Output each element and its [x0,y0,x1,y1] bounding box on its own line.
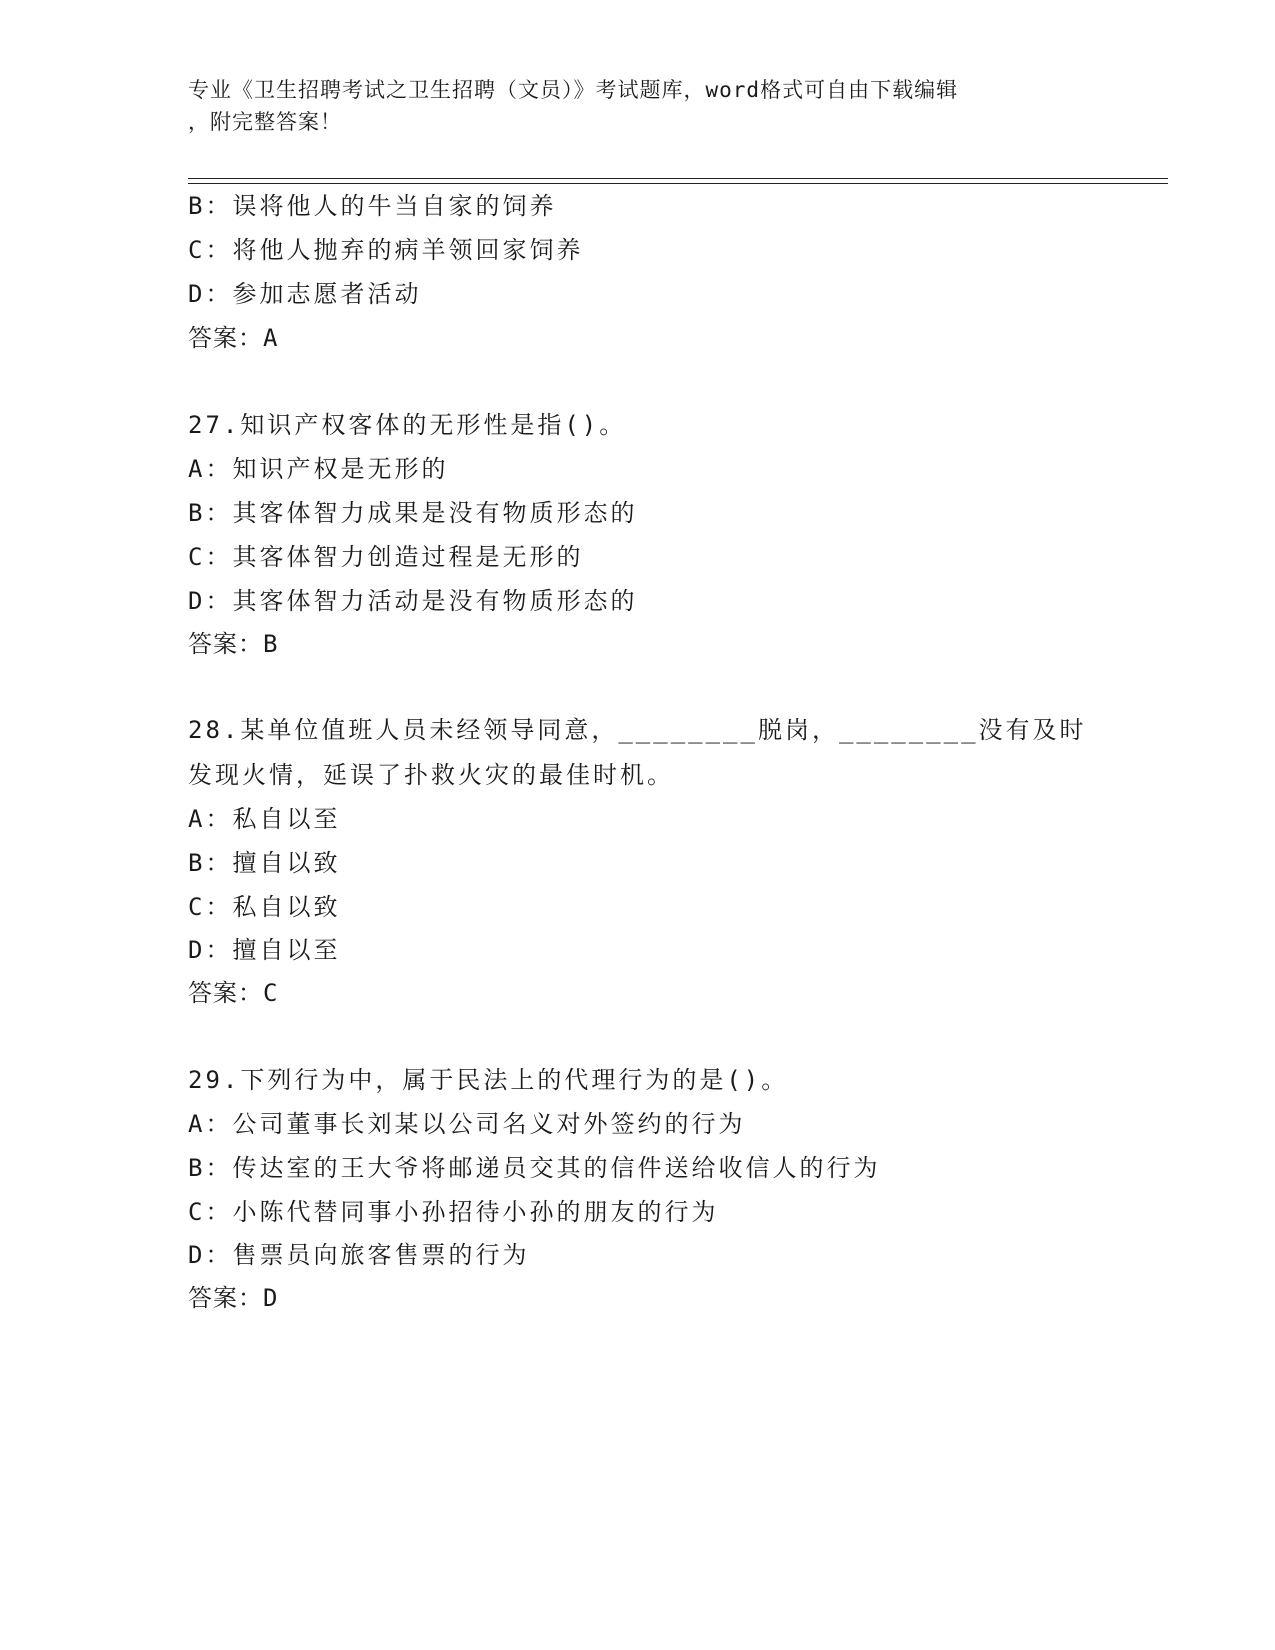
q28-option-c: C：私自以致 [188,893,341,921]
header-divider-bottom [188,183,1168,184]
q29-option-d: D：售票员向旅客售票的行为 [188,1241,530,1269]
q27-option-d: D：其客体智力活动是没有物质形态的 [188,587,638,615]
q29-answer: 答案：D [188,1284,279,1312]
prev-answer: 答案：A [188,324,279,352]
document-header [188,74,1088,138]
q28-answer: 答案：C [188,979,279,1007]
q28-option-a: A：私自以至 [188,805,341,833]
q27-option-b: B：其客体智力成果是没有物质形态的 [188,499,638,527]
prev-option-d: D：参加志愿者活动 [188,280,422,308]
q29-option-a: A：公司董事长刘某以公司名义对外签约的行为 [188,1110,746,1138]
header-line-1: 专业《卫生招聘考试之卫生招聘（文员）》考试题库，word格式可自由下载编辑 [188,78,959,102]
prev-option-b: B：误将他人的牛当自家的饲养 [188,192,557,220]
q28-stem-line-1: 28.某单位值班人员未经领导同意，________脱岗，________没有及时 [188,716,1087,744]
q28-option-d: D：擅自以至 [188,936,341,964]
q28-stem-line-2: 发现火情，延误了扑救火灾的最佳时机。 [188,761,674,789]
q29-stem: 29.下列行为中，属于民法上的代理行为的是()。 [188,1066,789,1094]
q28-option-b: B：擅自以致 [188,849,341,877]
q29-option-c: C：小陈代替同事小孙招待小孙的朋友的行为 [188,1198,719,1226]
q27-answer: 答案：B [188,630,279,658]
header-divider-top [188,178,1168,179]
q27-option-c: C：其客体智力创造过程是无形的 [188,543,584,571]
q27-option-a: A：知识产权是无形的 [188,455,449,483]
q29-option-b: B：传达室的王大爷将邮递员交其的信件送给收信人的行为 [188,1154,881,1182]
header-line-2: ，附完整答案！ [188,110,342,134]
prev-option-c: C：将他人抛弃的病羊领回家饲养 [188,236,584,264]
q27-stem: 27.知识产权客体的无形性是指()。 [188,411,627,439]
